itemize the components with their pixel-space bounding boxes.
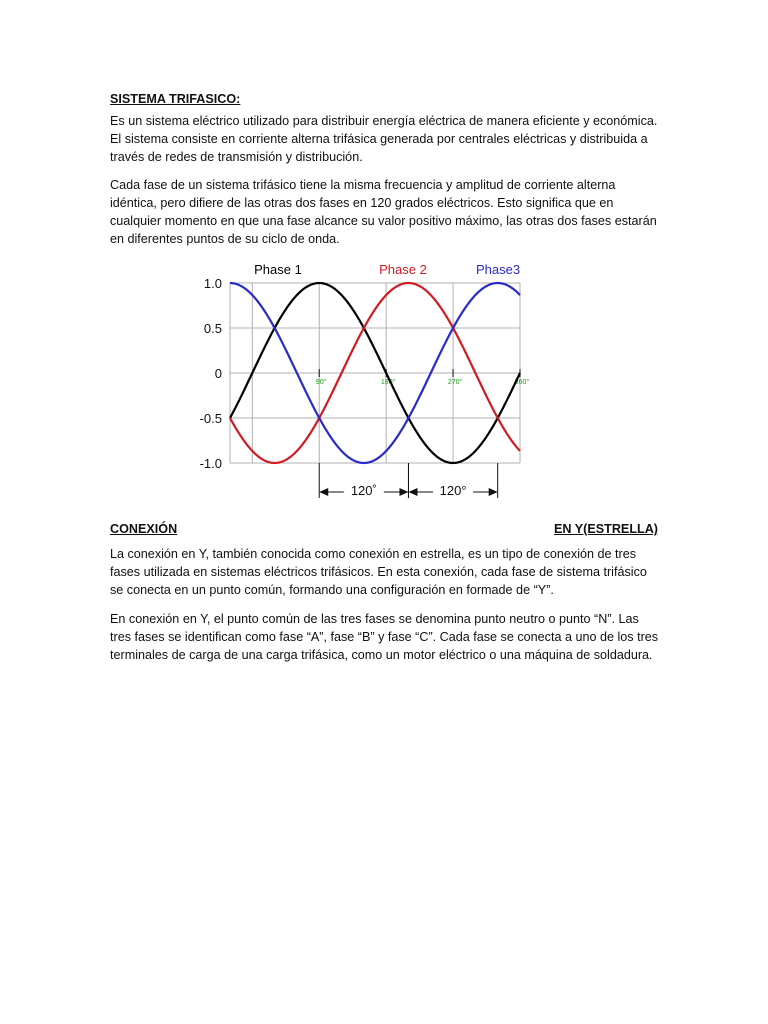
document-title: SISTEMA TRIFASICO: [110,92,241,106]
y-tick-label: -0.5 [199,411,222,426]
arrowhead-right [489,488,498,496]
paragraph-intro: Es un sistema eléctrico utilizado para distribuir energía eléctrica de manera eficiente y económica. El sistema consiste en corriente alterna trifásica generada por centrales eléctricas y distribuida a través de redes de transmisión y distribución. [110,114,658,164]
y-tick-label: 0 [214,366,222,381]
y-tick-label: 1.0 [203,276,222,291]
series-label: Phase 1 [254,262,302,277]
series-label: Phase3 [475,262,521,277]
paragraph-phases: Cada fase de un sistema trifásico tiene la misma frecuencia y amplitud de corriente alterna idéntica, pero difiere de las otras dos fases en 120 grados eléctricos. Esto significa que en cualquier momento en que una fase alcance su valor positivo máximo, las otras dos fases estarán en diferentes puntos de su ciclo de onda. [110,178,657,246]
annotation-label: 120° [439,483,467,498]
arrowhead-right [399,488,408,496]
arrowhead-left [408,488,417,496]
y-tick-label: 0.5 [203,321,222,336]
series-label: Phase 2 [379,262,427,277]
annotation-label: 120˚ [350,483,377,498]
x-tick-label: 360° [514,379,530,386]
section-heading-right: EN Y(ESTRELLA) [553,522,658,536]
three-phase-chart [180,258,540,508]
x-tick-label: 90° [315,379,327,386]
section-heading-left: CONEXIÓN [110,522,178,536]
arrowhead-left [319,488,328,496]
x-tick-label: 270° [447,379,463,386]
y-tick-label: -1.0 [199,456,222,471]
x-tick-label: 180° [380,379,396,386]
paragraph-neutral-point: En conexión en Y, el punto común de las tres fases se denomina punto neutro o punto “N”. Las tres fases se identifican como fase “A”, fase “B” y fase “C”. Cada fase se conecta a uno de los tres terminales de carga de una carga trifásica, como un motor eléctrico o una máquina de soldadura. [110,612,659,662]
paragraph-y-connection: La conexión en Y, también conocida como conexión en estrella, es un tipo de conexión de tres fases utilizada en sistemas eléctricos trifásicos. En esta conexión, cada fase de sistema trifásico se conecta en un punto común, formando una configuración en formade de “Y”. [110,547,647,597]
